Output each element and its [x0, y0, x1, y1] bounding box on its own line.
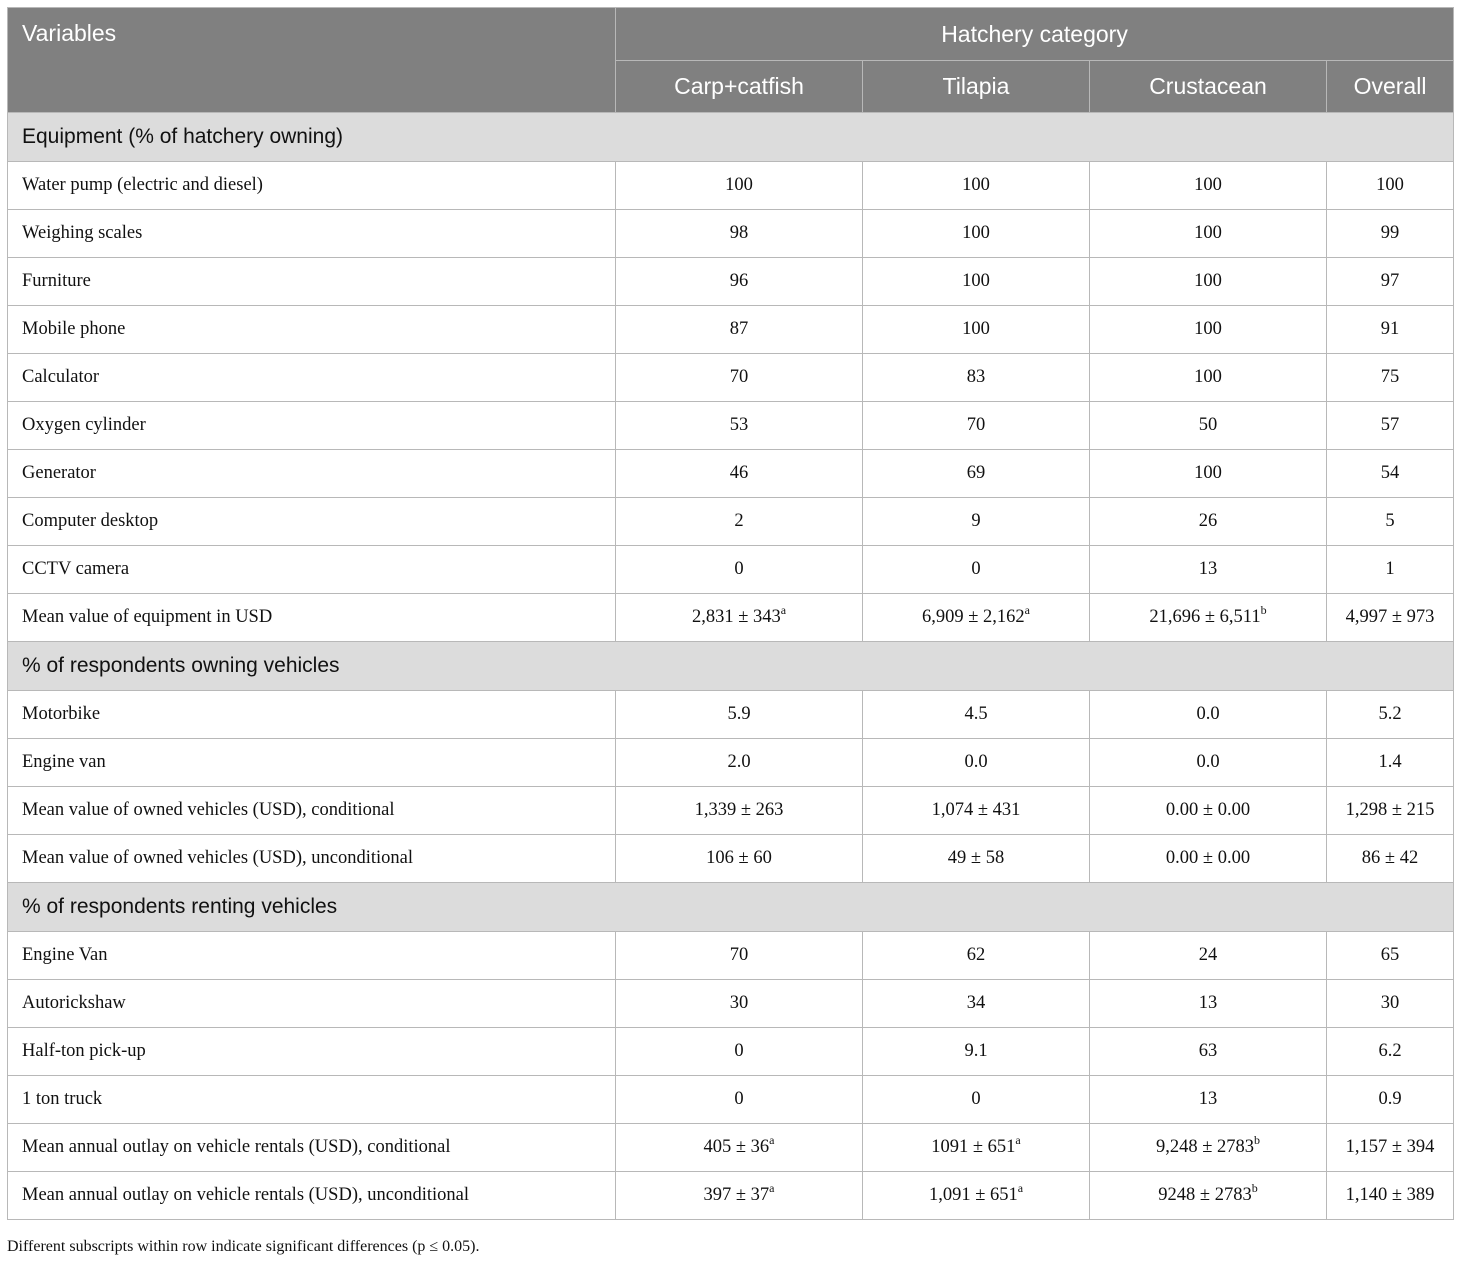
row-label: Mean value of owned vehicles (USD), unconditional: [8, 835, 616, 883]
table-cell: [1090, 498, 1327, 546]
cell-value: 2,831 ± 343: [691, 607, 781, 627]
cell-value: 13: [1198, 1089, 1218, 1109]
table-cell: [1090, 354, 1327, 402]
cell-value: 13: [1198, 559, 1218, 579]
footnote: Different subscripts within row indicate significant differences (p ≤ 0.05).: [7, 1238, 480, 1255]
table-row: [8, 787, 1454, 835]
cell-value: 5.9: [727, 704, 751, 724]
cell-value: 1091 ± 651: [931, 1137, 1016, 1157]
table-cell: [616, 354, 863, 402]
table-cell: [1090, 787, 1327, 835]
table-cell: [616, 835, 863, 883]
cell-value: 6.2: [1378, 1041, 1402, 1061]
cell-value: 0: [971, 559, 981, 579]
row-label: 1 ton truck: [8, 1076, 616, 1124]
significance-superscript: a: [769, 1133, 775, 1147]
table-cell: [1090, 210, 1327, 258]
table-row: [8, 402, 1454, 450]
cell-value: 91: [1380, 319, 1400, 339]
significance-superscript: b: [1260, 603, 1267, 617]
row-label: CCTV camera: [8, 546, 616, 594]
table-cell: [616, 402, 863, 450]
row-label: Mean annual outlay on vehicle rentals (USD), unconditional: [8, 1172, 616, 1220]
cell-value: 1,157 ± 394: [1345, 1137, 1435, 1157]
cell-value: 30: [1380, 993, 1400, 1013]
table-container: [7, 7, 1453, 1220]
table-cell: [863, 162, 1090, 210]
table-row: [8, 1124, 1454, 1172]
cell-value: 5: [1385, 511, 1395, 531]
cell-value: 0.00 ± 0.00: [1165, 848, 1251, 868]
table-cell: [1090, 162, 1327, 210]
cell-value: 86 ± 42: [1361, 848, 1419, 868]
cell-value: 69: [966, 463, 986, 483]
row-label: Mobile phone: [8, 306, 616, 354]
cell-value: 70: [729, 945, 749, 965]
table-cell: [1327, 1172, 1454, 1220]
cell-value: 100: [1194, 271, 1222, 291]
table-cell: [863, 1076, 1090, 1124]
cell-value: 1,091 ± 651: [928, 1185, 1018, 1205]
table-cell: [1090, 1124, 1327, 1172]
table-cell: [616, 162, 863, 210]
cell-value: 100: [962, 223, 990, 243]
cell-value: 30: [729, 993, 749, 1013]
table-cell: [863, 787, 1090, 835]
cell-value: 0.00 ± 0.00: [1165, 800, 1251, 820]
row-label: Autorickshaw: [8, 980, 616, 1028]
table-cell: [616, 980, 863, 1028]
table-cell: [863, 1028, 1090, 1076]
table-cell: [863, 932, 1090, 980]
cell-value: 50: [1198, 415, 1218, 435]
cell-value: 9.1: [964, 1041, 988, 1061]
table-row: [8, 354, 1454, 402]
cell-value: 0: [971, 1089, 981, 1109]
row-label: Mean value of owned vehicles (USD), conditional: [8, 787, 616, 835]
row-label: Engine van: [8, 739, 616, 787]
table-body: [8, 113, 1454, 1220]
column-header-carp-catfish: Carp+catfish: [616, 61, 863, 113]
table-cell: [616, 546, 863, 594]
cell-value: 13: [1198, 993, 1218, 1013]
table-row: [8, 739, 1454, 787]
hatchery-category-header: Hatchery category: [616, 8, 1454, 61]
section-title: % of respondents renting vehicles: [8, 883, 1454, 932]
cell-value: 83: [966, 367, 986, 387]
cell-value: 5.2: [1378, 704, 1402, 724]
table-cell: [616, 1028, 863, 1076]
table-row: [8, 210, 1454, 258]
table-row: [8, 450, 1454, 498]
row-label: Generator: [8, 450, 616, 498]
variables-header: Variables: [8, 8, 616, 113]
table-cell: [616, 210, 863, 258]
cell-value: 70: [729, 367, 749, 387]
section-header-row: [8, 883, 1454, 932]
significance-superscript: a: [780, 603, 787, 617]
cell-value: 106 ± 60: [706, 848, 772, 868]
cell-value: 53: [729, 415, 749, 435]
cell-value: 46: [729, 463, 749, 483]
table-cell: [1327, 402, 1454, 450]
row-label: Half-ton pick-up: [8, 1028, 616, 1076]
table-cell: [616, 739, 863, 787]
cell-value: 0.9: [1378, 1089, 1402, 1109]
section-title: Equipment (% of hatchery owning): [8, 113, 1454, 162]
cell-value: 405 ± 36: [703, 1137, 770, 1157]
table-cell: [863, 835, 1090, 883]
cell-value: 9,248 ± 2783: [1155, 1137, 1255, 1157]
table-cell: [1327, 498, 1454, 546]
section-header-row: [8, 642, 1454, 691]
table-cell: [1090, 691, 1327, 739]
cell-value: 9: [971, 511, 981, 531]
table-cell: [1090, 1076, 1327, 1124]
row-label: Computer desktop: [8, 498, 616, 546]
table-row: [8, 1028, 1454, 1076]
cell-value: 1.4: [1378, 752, 1402, 772]
table-cell: [1327, 932, 1454, 980]
row-label: Engine Van: [8, 932, 616, 980]
table-cell: [1090, 1172, 1327, 1220]
table-cell: [863, 1172, 1090, 1220]
table-cell: [863, 354, 1090, 402]
cell-value: 0: [734, 1089, 744, 1109]
cell-value: 2.0: [727, 752, 751, 772]
cell-value: 1,074 ± 431: [931, 800, 1021, 820]
table-cell: [1327, 691, 1454, 739]
cell-value: 100: [962, 319, 990, 339]
cell-value: 21,696 ± 6,511: [1149, 607, 1261, 627]
cell-value: 2: [734, 511, 744, 531]
table-cell: [616, 1076, 863, 1124]
row-label: Water pump (electric and diesel): [8, 162, 616, 210]
table-cell: [1327, 258, 1454, 306]
row-label: Oxygen cylinder: [8, 402, 616, 450]
cell-value: 34: [966, 993, 986, 1013]
table-row: [8, 835, 1454, 883]
cell-value: 75: [1380, 367, 1400, 387]
table-row: [8, 546, 1454, 594]
table-cell: [616, 306, 863, 354]
table-cell: [616, 258, 863, 306]
table-cell: [1327, 162, 1454, 210]
cell-value: 1,140 ± 389: [1345, 1185, 1435, 1205]
cell-value: 99: [1380, 223, 1400, 243]
significance-superscript: a: [1024, 603, 1030, 617]
table-cell: [1090, 1028, 1327, 1076]
table-cell: [1090, 546, 1327, 594]
table-cell: [616, 691, 863, 739]
cell-value: 1,298 ± 215: [1345, 800, 1435, 820]
table-cell: [863, 1124, 1090, 1172]
cell-value: 54: [1380, 463, 1400, 483]
cell-value: 100: [1376, 175, 1404, 195]
cell-value: 24: [1198, 945, 1218, 965]
cell-value: 100: [725, 175, 753, 195]
cell-value: 100: [1194, 175, 1222, 195]
table-row: [8, 1076, 1454, 1124]
row-label: Calculator: [8, 354, 616, 402]
table-cell: [616, 787, 863, 835]
table-cell: [1327, 354, 1454, 402]
table-row: [8, 258, 1454, 306]
cell-value: 62: [966, 945, 986, 965]
table-cell: [616, 932, 863, 980]
significance-superscript: a: [1015, 1133, 1021, 1147]
table-cell: [863, 402, 1090, 450]
table-row: [8, 162, 1454, 210]
column-header-tilapia: Tilapia: [863, 61, 1090, 113]
significance-superscript: b: [1254, 1133, 1261, 1147]
table-cell: [1327, 1124, 1454, 1172]
table-cell: [1327, 210, 1454, 258]
cell-value: 4.5: [964, 704, 988, 724]
cell-value: 100: [962, 271, 990, 291]
row-label: Mean annual outlay on vehicle rentals (USD), conditional: [8, 1124, 616, 1172]
table-cell: [616, 498, 863, 546]
cell-value: 65: [1380, 945, 1400, 965]
table-cell: [863, 306, 1090, 354]
table-cell: [1327, 450, 1454, 498]
table-cell: [1090, 450, 1327, 498]
table-cell: [1090, 402, 1327, 450]
table-cell: [863, 691, 1090, 739]
cell-value: 98: [729, 223, 749, 243]
table-cell: [616, 450, 863, 498]
cell-value: 96: [729, 271, 749, 291]
table-cell: [1090, 306, 1327, 354]
cell-value: 1,339 ± 263: [694, 800, 784, 820]
cell-value: 4,997 ± 973: [1345, 607, 1435, 627]
table-cell: [1090, 980, 1327, 1028]
cell-value: 0: [734, 1041, 744, 1061]
significance-superscript: a: [769, 1181, 775, 1195]
table-cell: [1327, 1028, 1454, 1076]
table-cell: [1090, 835, 1327, 883]
table-row: [8, 1172, 1454, 1220]
cell-value: 0.0: [1196, 752, 1220, 772]
cell-value: 6,909 ± 2,162: [922, 607, 1025, 627]
table-cell: [863, 450, 1090, 498]
table-cell: [616, 1124, 863, 1172]
significance-superscript: b: [1251, 1181, 1258, 1195]
table-cell: [1327, 1076, 1454, 1124]
cell-value: 26: [1198, 511, 1218, 531]
table-cell: [1327, 594, 1454, 642]
cell-value: 0.0: [964, 752, 988, 772]
data-table: [7, 7, 1454, 1220]
section-title: % of respondents owning vehicles: [8, 642, 1454, 691]
table-cell: [1090, 594, 1327, 642]
cell-value: 63: [1198, 1041, 1218, 1061]
cell-value: 49 ± 58: [947, 848, 1005, 868]
table-row: [8, 980, 1454, 1028]
cell-value: 100: [1194, 223, 1222, 243]
cell-value: 100: [1194, 367, 1222, 387]
table-row: [8, 691, 1454, 739]
table-cell: [863, 546, 1090, 594]
row-label: Motorbike: [8, 691, 616, 739]
table-cell: [1327, 546, 1454, 594]
cell-value: 57: [1380, 415, 1400, 435]
table-cell: [863, 594, 1090, 642]
cell-value: 1: [1385, 559, 1395, 579]
table-cell: [616, 594, 863, 642]
table-cell: [863, 739, 1090, 787]
cell-value: 0.0: [1196, 704, 1220, 724]
section-header-row: [8, 113, 1454, 162]
table-cell: [1090, 739, 1327, 787]
table-cell: [1327, 787, 1454, 835]
row-label: Mean value of equipment in USD: [8, 594, 616, 642]
table-cell: [1327, 835, 1454, 883]
table-cell: [1327, 306, 1454, 354]
row-label: Furniture: [8, 258, 616, 306]
table-row: [8, 498, 1454, 546]
header-row-top: [8, 8, 1454, 61]
table-row: [8, 306, 1454, 354]
table-cell: [863, 980, 1090, 1028]
table-cell: [863, 210, 1090, 258]
cell-value: 97: [1380, 271, 1400, 291]
cell-value: 100: [1194, 463, 1222, 483]
cell-value: 0: [734, 559, 744, 579]
cell-value: 70: [966, 415, 986, 435]
cell-value: 87: [729, 319, 749, 339]
table-cell: [1327, 980, 1454, 1028]
column-header-overall: Overall: [1327, 61, 1454, 113]
table-cell: [1327, 739, 1454, 787]
column-header-crustacean: Crustacean: [1090, 61, 1327, 113]
table-row: [8, 594, 1454, 642]
cell-value: 9248 ± 2783: [1158, 1185, 1252, 1205]
significance-superscript: a: [1017, 1181, 1024, 1195]
cell-value: 397 ± 37: [703, 1185, 770, 1205]
table-cell: [1090, 258, 1327, 306]
table-cell: [863, 258, 1090, 306]
table-row: [8, 932, 1454, 980]
table-cell: [616, 1172, 863, 1220]
table-cell: [863, 498, 1090, 546]
table-cell: [1090, 932, 1327, 980]
row-label: Weighing scales: [8, 210, 616, 258]
cell-value: 100: [1194, 319, 1222, 339]
cell-value: 100: [962, 175, 990, 195]
